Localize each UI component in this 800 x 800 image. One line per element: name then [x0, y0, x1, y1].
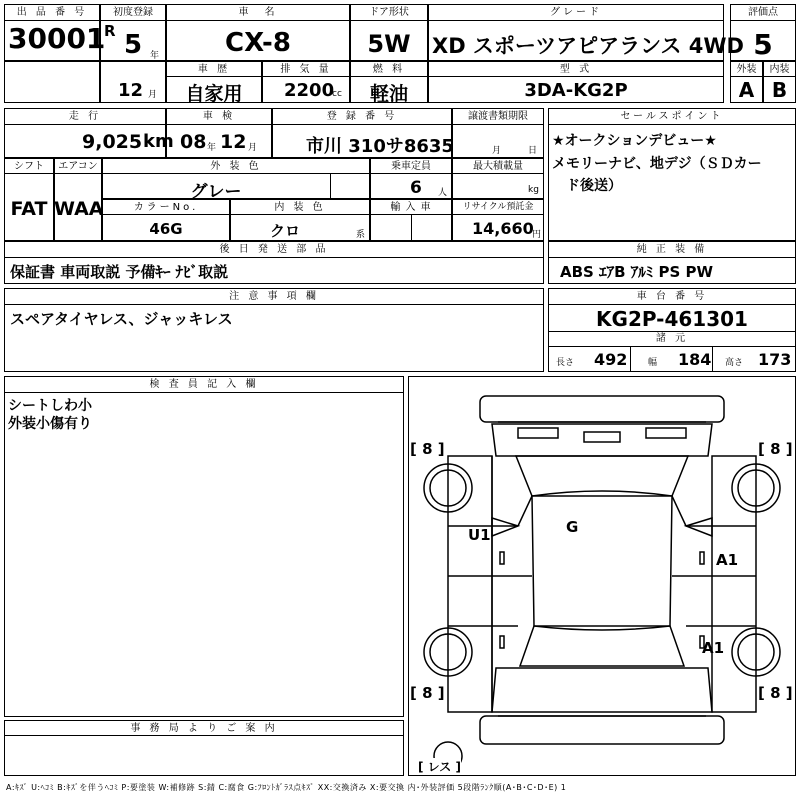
door-type: 5W: [367, 30, 411, 58]
era-label: R: [104, 22, 116, 40]
height: 173: [758, 350, 792, 369]
import-header: 輸 入 車: [390, 202, 432, 213]
sales-point-line-1: ★オークションデビュー★: [552, 133, 717, 149]
transfer-day-unit: 日: [528, 146, 538, 156]
sales-point-line-2: メモリーナビ、地デジ（ＳＤカー: [552, 156, 762, 172]
registration-month: 12: [118, 80, 144, 101]
interior-header: 内装: [769, 64, 790, 75]
spare-tire-status: [ レス ]: [418, 760, 461, 774]
notes-header: 注 意 事 項 欄: [229, 291, 319, 302]
exterior-color: グレー: [190, 182, 242, 202]
recycle-deposit: 14,660: [472, 219, 534, 238]
length: 492: [594, 350, 628, 369]
later-parts-header: 後 日 発 送 部 品: [219, 244, 329, 255]
inspection-month: 12: [220, 131, 247, 153]
width: 184: [678, 350, 712, 369]
first-registration-header: 初度登録: [113, 7, 153, 18]
tire-rear-left: [ 8 ]: [410, 684, 445, 702]
transfer-month-unit: 月: [492, 146, 502, 156]
aircon: WAA: [54, 198, 104, 220]
genuine-equipment: ABS ｴｱB ｱﾙﾐ PS PW: [560, 263, 714, 281]
score: 5: [753, 28, 773, 61]
shift: FAT: [10, 198, 48, 220]
inspection-year: 08: [180, 131, 207, 153]
kei-unit: 系: [356, 230, 366, 240]
exterior-header: 外装: [736, 64, 757, 75]
kg-unit: kg: [528, 185, 539, 195]
max-load-header: 最大積載量: [473, 161, 523, 172]
model-code: 3DA-KG2P: [524, 80, 628, 101]
registration-year: 5: [124, 30, 143, 60]
legend: A:ｷｽﾞ U:ﾍｺﾐ B:ｷｽﾞを伴うﾍｺﾐ P:要塗装 W:補修跡 S:錆 C:腐食 G:ﾌﾛﾝﾄｶﾞﾗｽ点ｷｽﾞ XX:交換済み X:要交換 内･外装評価 5段階ﾗﾝｸ順(A･B･C･D･E) 1: [6, 783, 567, 792]
vehicle-history: 自家用: [185, 83, 243, 105]
mileage-header: 走 行: [68, 111, 102, 122]
inspector-line-2: 外装小傷有り: [8, 416, 92, 432]
inspection-year-unit: 年: [207, 143, 217, 153]
fuel-header: 燃 料: [372, 64, 406, 75]
registration-number: 市川 310サ8635: [306, 136, 454, 157]
mileage: 9,025: [82, 131, 143, 153]
score-header: 評価点: [748, 7, 778, 18]
displacement: 2200: [284, 80, 335, 101]
registration-number-header: 登 録 番 号: [326, 111, 398, 122]
cc-unit: cc: [332, 89, 342, 99]
car-name: CX-8: [225, 28, 291, 58]
tire-front-left: [ 8 ]: [410, 440, 445, 458]
inspector-header: 検 査 員 記 入 欄: [149, 379, 259, 390]
car-outline-diagram: [408, 376, 796, 776]
car-name-header: 車 名: [238, 7, 278, 18]
exterior-grade: A: [738, 78, 755, 102]
chassis-header: 車 台 番 号: [636, 291, 708, 302]
capacity: 6: [410, 178, 422, 198]
lot-blank-box: [4, 61, 100, 103]
later-parts: 保証書 車両取説 予備ｷｰ ﾅﾋﾞ取説: [10, 263, 229, 281]
length-label: 長さ: [556, 358, 575, 368]
km-unit: km: [143, 131, 174, 152]
sales-point-line-3: ド後送）: [552, 178, 622, 194]
genuine-equipment-header: 純 正 装 備: [636, 244, 708, 255]
notes: スペアタイヤレス、ジャッキレス: [10, 310, 233, 328]
door-header: ドア形状: [369, 7, 409, 18]
inspection-month-unit: 月: [248, 143, 258, 153]
chassis-number: KG2P-461301: [596, 307, 748, 331]
capacity-header: 乗車定員: [391, 161, 431, 172]
yen-unit: 円: [532, 230, 542, 240]
damage-mark-g: G: [566, 518, 579, 536]
damage-mark-u1: U1: [468, 526, 491, 544]
year-unit: 年: [150, 51, 160, 61]
damage-mark-a1-rear: A1: [702, 639, 725, 657]
color-number-header: カラーNo.: [133, 202, 199, 213]
displacement-header: 排 気 量: [280, 64, 332, 75]
fuel: 軽油: [369, 83, 408, 105]
history-header: 車 歴: [197, 64, 231, 75]
transfer-deadline-header: 譲渡書類期限: [468, 111, 528, 122]
inspector-line-1: シートしわ小: [8, 398, 92, 414]
color-number: 46G: [149, 220, 183, 238]
recycle-header: リサイクル預託金: [462, 202, 534, 212]
grade: XD スポーツアピアランス 4WD: [432, 34, 744, 58]
shift-header: シフト: [14, 161, 44, 172]
exterior-color-header: 外 装 色: [210, 161, 262, 172]
office-header: 事 務 局 よ り ご 案 内: [130, 723, 278, 734]
lot-number: 30001: [8, 22, 106, 55]
damage-mark-a1-side: A1: [716, 551, 739, 569]
grade-header: グレード: [550, 7, 602, 18]
sales-point-header: セールスポイント: [620, 111, 724, 122]
width-label: 幅: [648, 358, 658, 368]
lot-number-header: 出 品 番 号: [16, 7, 88, 18]
inspection-header: 車 検: [202, 111, 236, 122]
interior-grade: B: [771, 78, 788, 102]
month-unit: 月: [148, 90, 158, 100]
interior-color-header: 内 装 色: [274, 202, 326, 213]
aircon-header: エアコン: [58, 161, 98, 172]
people-unit: 人: [438, 188, 448, 198]
tire-rear-right: [ 8 ]: [758, 684, 793, 702]
height-label: 高さ: [725, 358, 744, 368]
model-header: 型 式: [559, 64, 593, 75]
interior-color: クロ: [269, 222, 300, 240]
tire-front-right: [ 8 ]: [758, 440, 793, 458]
specs-header: 諸 元: [655, 333, 689, 344]
